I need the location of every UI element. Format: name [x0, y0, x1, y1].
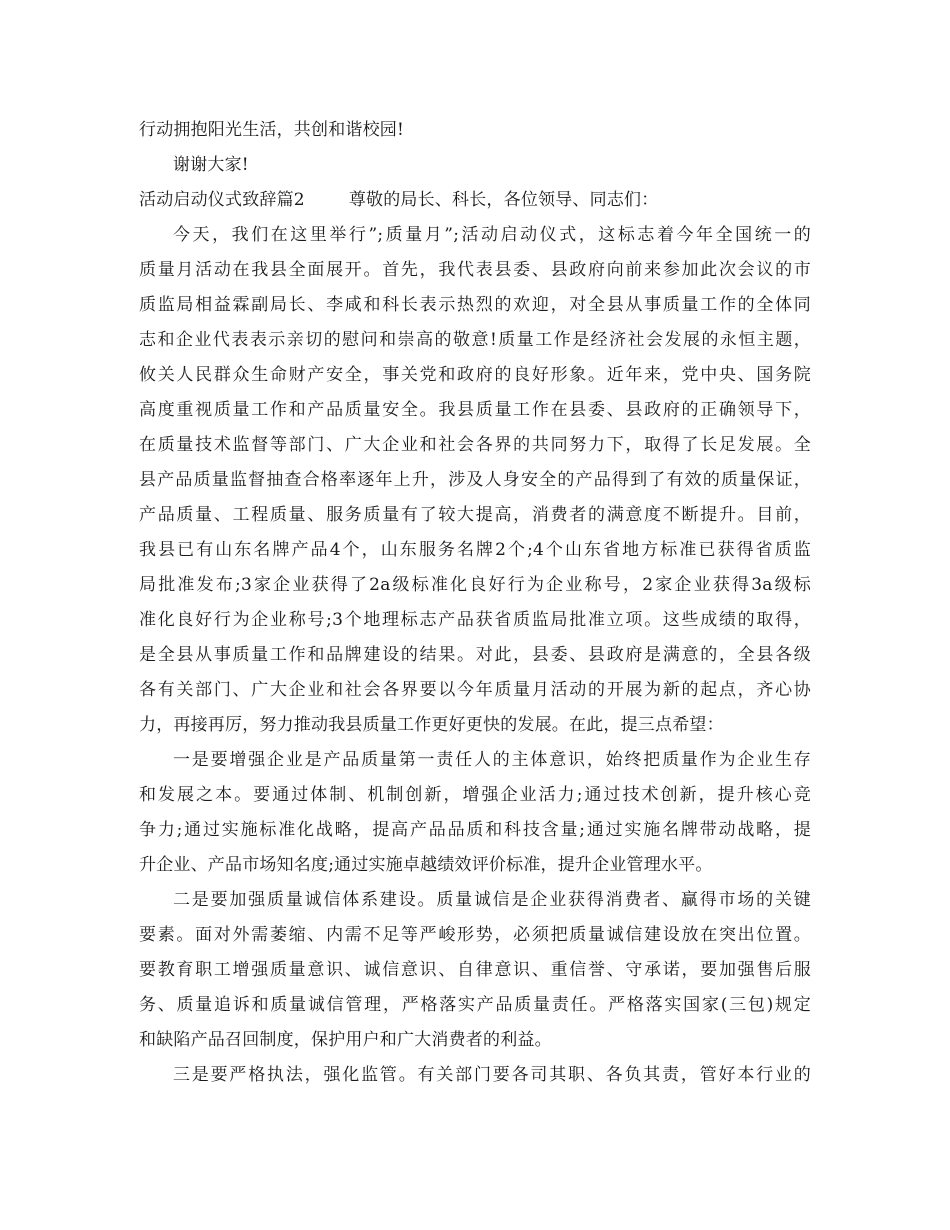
text-line-10: 在质量技术监督等部门、广大企业和社会各界的共同努力下，取得了长足发展。全	[139, 435, 811, 455]
section-title: 活动启动仪式致辞篇2	[139, 190, 305, 210]
text-line-8: 攸关人民群众生命财产安全，事关党和政府的良好形象。近年来，党中央、国务院	[139, 365, 811, 385]
text-line-22: 升企业、产品市场知名度;通过实施卓越绩效评价标准，提升企业管理水平。	[139, 855, 713, 875]
text-line-13: 我县已有山东名牌产品4个，山东服务名牌2个;4个山东省地方标准已获得省质监	[139, 540, 811, 560]
text-line-21: 争力;通过实施标准化战略，提高产品品质和科技含量;通过实施名牌带动战略，提	[139, 820, 811, 840]
section-heading-line	[139, 183, 811, 218]
text-line-1: 行动拥抱阳光生活，共创和谐校园!	[139, 120, 405, 140]
text-line-15: 准化良好行为企业称号;3个地理标志产品获省质监局批准立项。这些成绩的取得，	[139, 610, 811, 630]
text-line-12: 产品质量、工程质量、服务质量有了较大提高，消费者的满意度不断提升。目前，	[139, 505, 811, 525]
text-line-16: 是全县从事质量工作和品牌建设的结果。对此，县委、县政府是满意的，全县各级	[139, 645, 811, 665]
text-line-20: 和发展之本。要通过体制、机制创新，增强企业活力;通过技术创新，提升核心竞	[139, 785, 811, 805]
text-line-25: 要教育职工增强质量意识、诚信意识、自律意识、重信誉、守承诺，要加强售后服	[139, 960, 811, 980]
text-line-7: 志和企业代表表示亲切的慰问和崇高的敬意!质量工作是经济社会发展的永恒主题，	[139, 330, 811, 350]
text-line-23: 二是要加强质量诚信体系建设。质量诚信是企业获得消费者、赢得市场的关键	[173, 890, 811, 910]
text-line-18: 力，再接再厉，努力推动我县质量工作更好更快的发展。在此，提三点希望：	[139, 715, 724, 735]
text-line-4: 今天，我们在这里举行”;质量月”;活动启动仪式，这标志着今年全国统一的	[173, 225, 811, 245]
document-page	[139, 113, 811, 1093]
text-line-27: 和缺陷产品召回制度，保护用户和广大消费者的利益。	[139, 1030, 552, 1050]
text-line-5: 质量月活动在我县全面展开。首先，我代表县委、县政府向前来参加此次会议的市	[139, 260, 811, 280]
text-line-19: 一是要增强企业是产品质量第一责任人的主体意识，始终把质量作为企业生存	[173, 750, 811, 770]
text-line-17: 各有关部门、广大企业和社会各界要以今年质量月活动的开展为新的起点，齐心协	[139, 680, 811, 700]
text-line-9: 高度重视质量工作和产品质量安全。我县质量工作在县委、县政府的正确领导下，	[139, 400, 811, 420]
text-line-11: 县产品质量监督抽查合格率逐年上升，涉及人身安全的产品得到了有效的质量保证，	[139, 470, 811, 490]
text-line-6: 质监局相益霖副局长、李咸和科长表示热烈的欢迎，对全县从事质量工作的全体同	[139, 295, 811, 315]
salutation: 尊敬的局长、科长，各位领导、同志们：	[348, 190, 659, 210]
text-line-26: 务、质量追诉和质量诚信管理，严格落实产品质量责任。严格落实国家(三包)规定	[139, 995, 811, 1015]
text-line-14: 局批准发布;3家企业获得了2a级标准化良好行为企业称号，2家企业获得3a级标	[139, 575, 811, 595]
text-line-24: 要素。面对外需萎缩、内需不足等严峻形势，必须把质量诚信建设放在突出位置。	[139, 925, 811, 945]
text-line-2: 谢谢大家!	[173, 155, 249, 175]
text-line-28: 三是要严格执法，强化监管。有关部门要各司其职、各负其责，管好本行业的	[173, 1065, 811, 1085]
